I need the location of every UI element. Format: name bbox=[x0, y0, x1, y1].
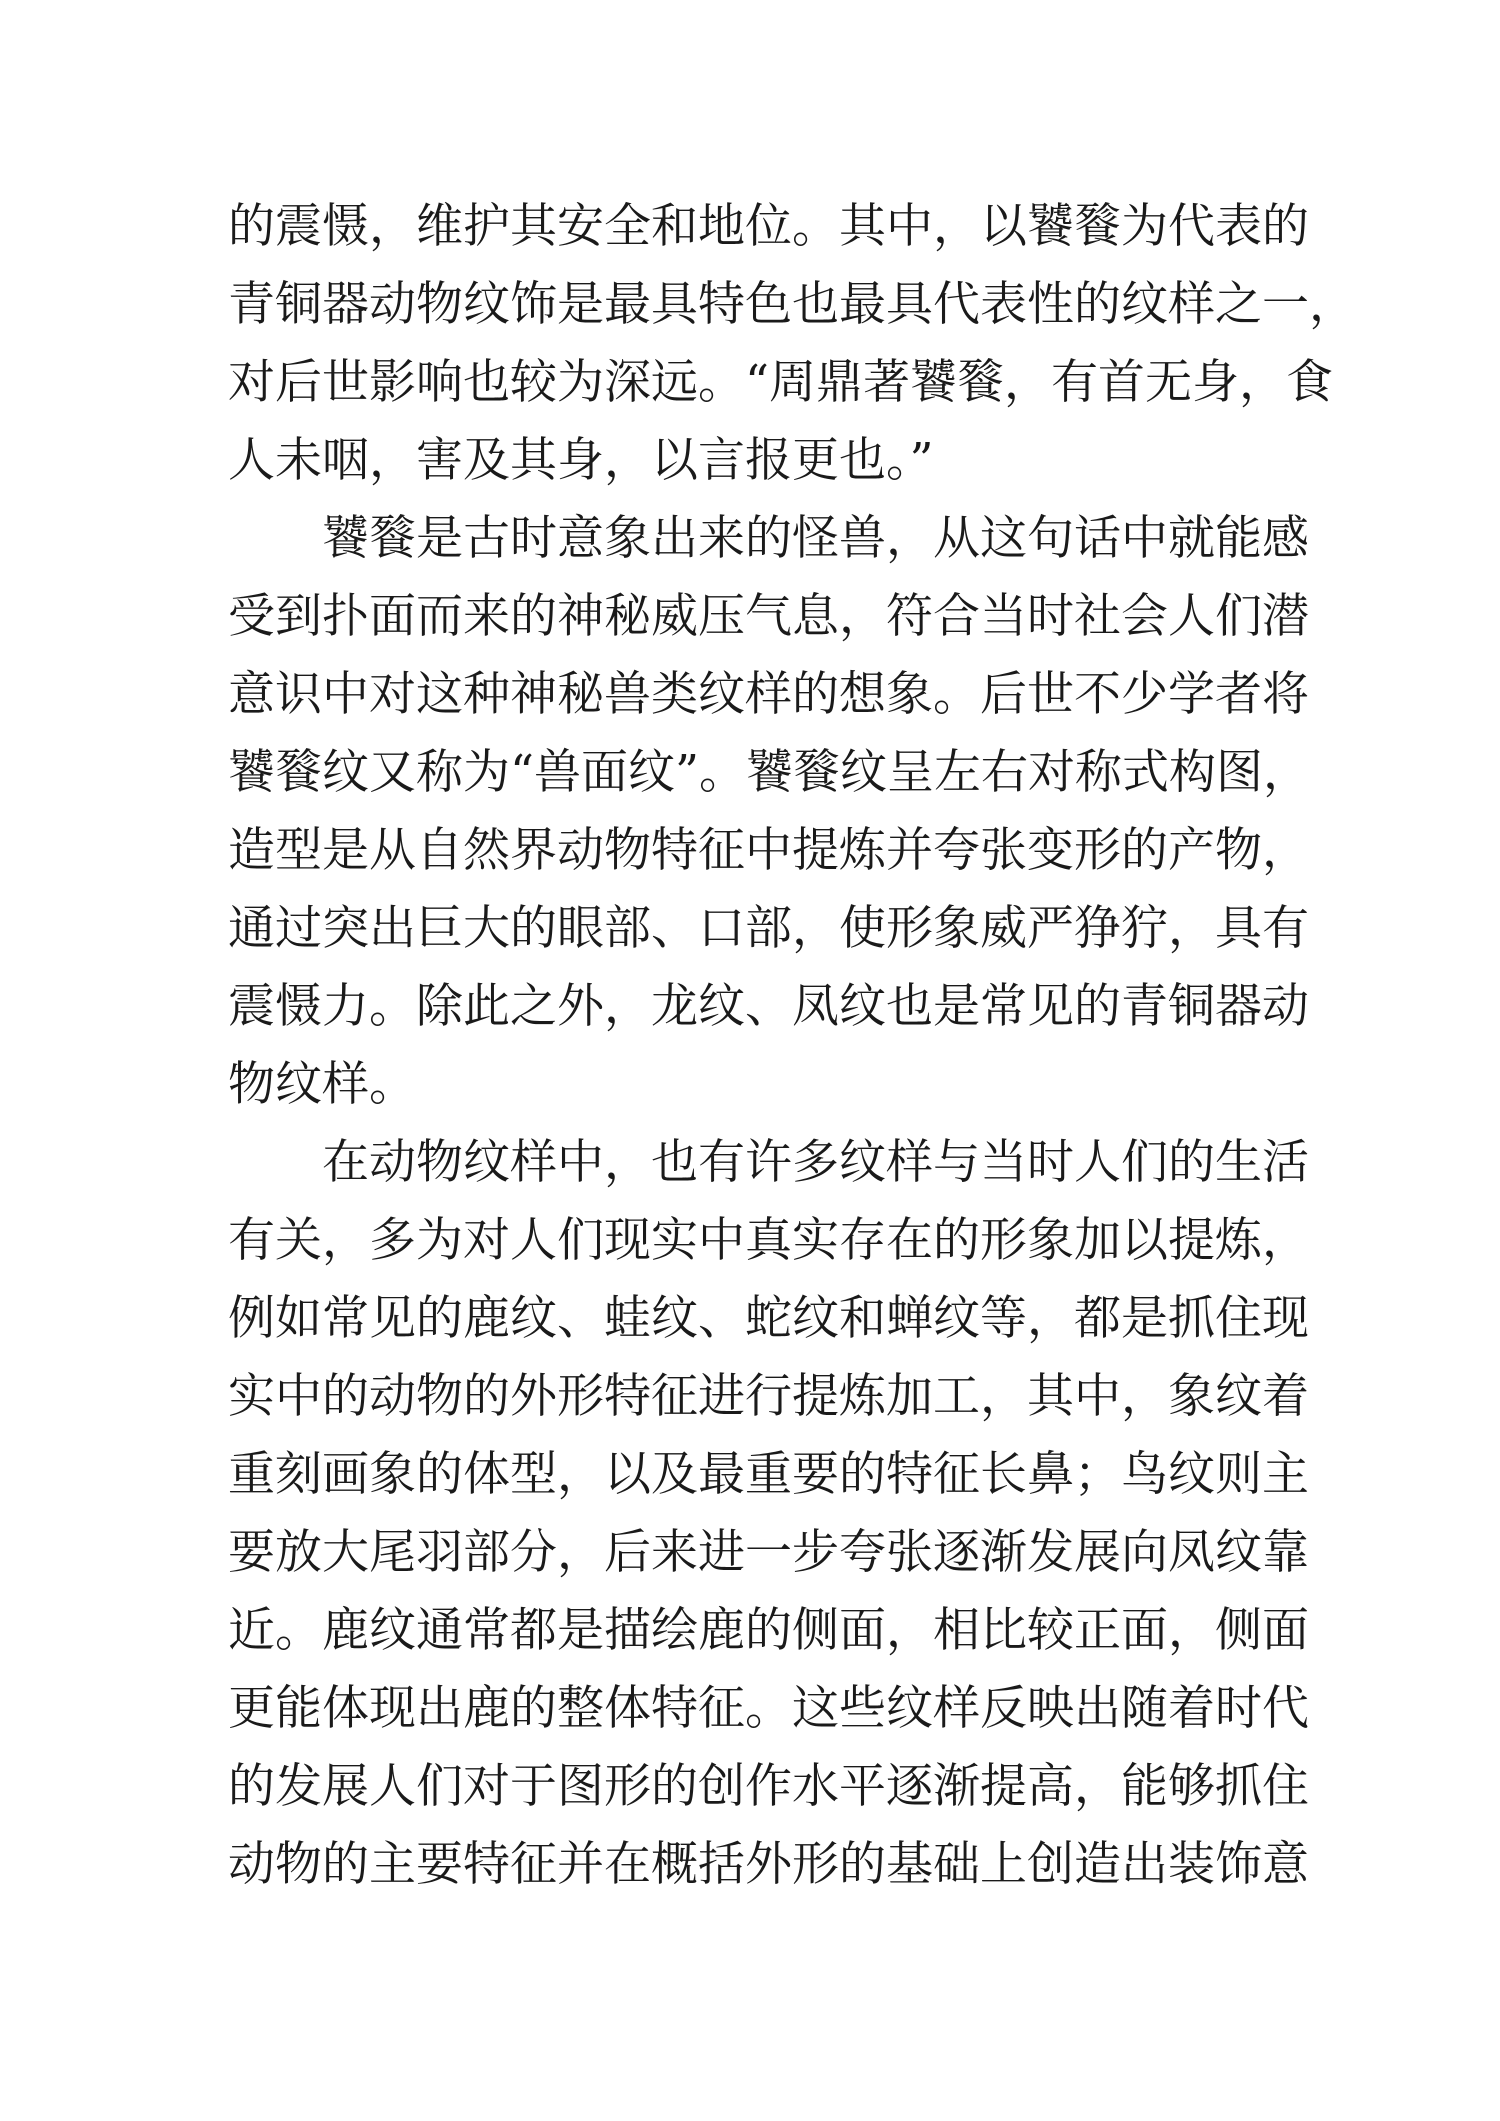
text-line: 要放大尾羽部分，后来进一步夸张逐渐发展向凤纹靠 bbox=[228, 1525, 1309, 1580]
text-line: 的震慑，维护其安全和地位。其中，以饕餮为代表的 bbox=[228, 199, 1309, 254]
text-line: 受到扑面而来的神秘威压气息，符合当时社会人们潜 bbox=[228, 589, 1309, 644]
text-line: 有关，多为对人们现实中真实存在的形象加以提炼， bbox=[228, 1213, 1309, 1268]
text-line: 实中的动物的外形特征进行提炼加工，其中，象纹着 bbox=[228, 1369, 1309, 1424]
paragraph-start-line: 饕餮是古时意象出来的怪兽，从这句话中就能感 bbox=[322, 511, 1309, 566]
body-text bbox=[228, 188, 1356, 1904]
text-line: 动物的主要特征并在概括外形的基础上创造出装饰意 bbox=[228, 1837, 1309, 1892]
text-line: 饕餮纹又称为“兽面纹”。饕餮纹呈左右对称式构图， bbox=[228, 745, 1311, 800]
text-line: 造型是从自然界动物特征中提炼并夸张变形的产物， bbox=[228, 823, 1309, 878]
text-line: 青铜器动物纹饰是最具特色也最具代表性的纹样之一， bbox=[228, 277, 1356, 332]
text-line: 重刻画象的体型，以及最重要的特征长鼻；鸟纹则主 bbox=[228, 1447, 1309, 1502]
text-line: 例如常见的鹿纹、蛙纹、蛇纹和蝉纹等，都是抓住现 bbox=[228, 1291, 1309, 1346]
text-line: 更能体现出鹿的整体特征。这些纹样反映出随着时代 bbox=[228, 1681, 1309, 1736]
text-line: 的发展人们对于图形的创作水平逐渐提高，能够抓住 bbox=[228, 1759, 1309, 1814]
text-line: 意识中对这种神秘兽类纹样的想象。后世不少学者将 bbox=[228, 667, 1309, 722]
text-line: 通过突出巨大的眼部、口部，使形象威严狰狞，具有 bbox=[228, 901, 1309, 956]
text-line: 近。鹿纹通常都是描绘鹿的侧面，相比较正面，侧面 bbox=[228, 1603, 1309, 1658]
paragraph-start-line: 在动物纹样中，也有许多纹样与当时人们的生活 bbox=[322, 1135, 1309, 1190]
text-line: 震慑力。除此之外，龙纹、凤纹也是常见的青铜器动 bbox=[228, 979, 1309, 1034]
text-line: 物纹样。 bbox=[228, 1057, 416, 1112]
text-line: 对后世影响也较为深远。“周鼎著饕餮，有首无身，食 bbox=[228, 355, 1334, 410]
text-line: 人未咽，害及其身，以言报更也。” bbox=[228, 433, 934, 488]
